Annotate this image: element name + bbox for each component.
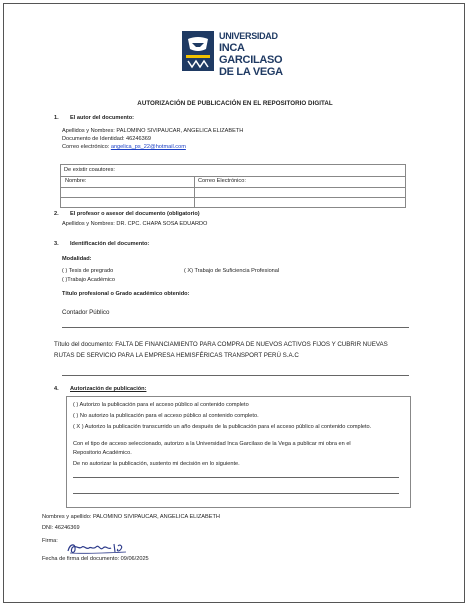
section-3-number: 3. xyxy=(54,241,59,247)
section-3-heading: Identificación del documento: xyxy=(70,241,150,247)
section-2-number: 2. xyxy=(54,211,59,217)
signature-date: Fecha de firma del documento: 09/06/2025 xyxy=(42,556,149,562)
firma-label: Firma: xyxy=(42,538,58,544)
section-4-heading: Autorización de publicación: xyxy=(70,386,147,392)
author-names: Apellidos y Nombres: PALOMINO SIVIPAUCAR, ANGELICA ELIZABETH xyxy=(62,128,244,134)
coauthors-col-email: Correo Electrónico: xyxy=(198,178,246,184)
table-divider xyxy=(61,187,405,188)
auth-option-2: ( ) No autorizo la publicación para el acceso público al contenido completo. xyxy=(73,413,259,419)
email-label: Correo electrónico: xyxy=(62,144,110,150)
author-email-link[interactable]: angelica_ps_22@hotmail.com xyxy=(110,144,186,150)
modalidad-label: Modalidad: xyxy=(62,256,92,262)
author-email-row xyxy=(62,144,186,150)
advisor-names: Apellidos y Nombres: DR. CPC. CHAPA SOSA EDUARDO xyxy=(62,221,208,227)
auth-text-2: Repositorio Académico. xyxy=(73,450,132,456)
table-column-divider xyxy=(194,176,195,208)
authorization-box xyxy=(66,396,411,508)
document-title: AUTORIZACIÓN DE PUBLICACIÓN EN EL REPOSITORIO DIGITAL xyxy=(137,100,333,107)
logo-line-2: INCA GARCILASO xyxy=(219,42,283,66)
section-2-heading: El profesor o asesor del documento (obligatorio) xyxy=(70,211,200,217)
option-academico: ( )Trabajo Académico xyxy=(62,277,115,283)
auth-option-1: ( ) Autorizo la publicación para el acceso público al contenido completo xyxy=(73,402,249,408)
underline xyxy=(73,477,399,478)
table-divider xyxy=(61,176,405,177)
university-crest-icon xyxy=(182,31,214,71)
auth-text-3: De no autorizar la publicación, sustento mi decisión en lo siguiente. xyxy=(73,461,240,467)
underline xyxy=(73,493,399,494)
signer-dni: DNI: 46246369 xyxy=(42,525,80,531)
titulo-value: Contador Público xyxy=(62,309,110,316)
section-1-number: 1. xyxy=(54,115,59,121)
author-id: Documento de Identidad: 46246369 xyxy=(62,136,151,142)
coauthors-col-name: Nombre: xyxy=(65,178,87,184)
titulo-label: Título profesional o Grado académico obtenido: xyxy=(62,291,190,297)
section-4-number: 4. xyxy=(54,386,59,392)
signer-names: Nombres y apellido: PALOMINO SIVIPAUCAR, ANGELICA ELIZABETH xyxy=(42,514,220,520)
section-1-heading: El autor del documento: xyxy=(70,115,135,121)
auth-option-3: ( X ) Autorizo la publicación transcurrido un año después de la publicación para el acceso público al contenido completo. xyxy=(73,424,372,430)
option-suficiencia: ( X) Trabajo de Suficiencia Profesional xyxy=(184,268,280,274)
doc-title-line-1: Título del documento: FALTA DE FINANCIAMIENTO PARA COMPRA DE NUEVOS ACTIVOS FIJOS Y CUBRIR NUEVAS xyxy=(54,341,388,348)
handwritten-signature xyxy=(66,540,134,556)
coauthors-table xyxy=(60,164,406,208)
document-page xyxy=(3,3,465,603)
auth-text-1: Con el tipo de acceso seleccionado, autorizo a la Universidad Inca Garcilaso de la Vega a publicar mi obra en el xyxy=(73,441,351,447)
logo-line-3: DE LA VEGA xyxy=(219,66,283,78)
underline xyxy=(62,327,409,328)
university-logo xyxy=(182,28,290,76)
coauthors-label: De existir coautores: xyxy=(64,167,115,173)
table-divider xyxy=(61,197,405,198)
option-tesis: ( ) Tesis de pregrado xyxy=(62,268,114,274)
logo-wordmark xyxy=(219,30,290,78)
underline xyxy=(62,375,409,376)
doc-title-line-2: RUTAS DE SERVICIO PARA LA EMPRESA HEMISFÉRICAS TRANSPORT PERÚ S.A.C xyxy=(54,352,299,359)
logo-line-1: UNIVERSIDAD xyxy=(219,31,278,41)
